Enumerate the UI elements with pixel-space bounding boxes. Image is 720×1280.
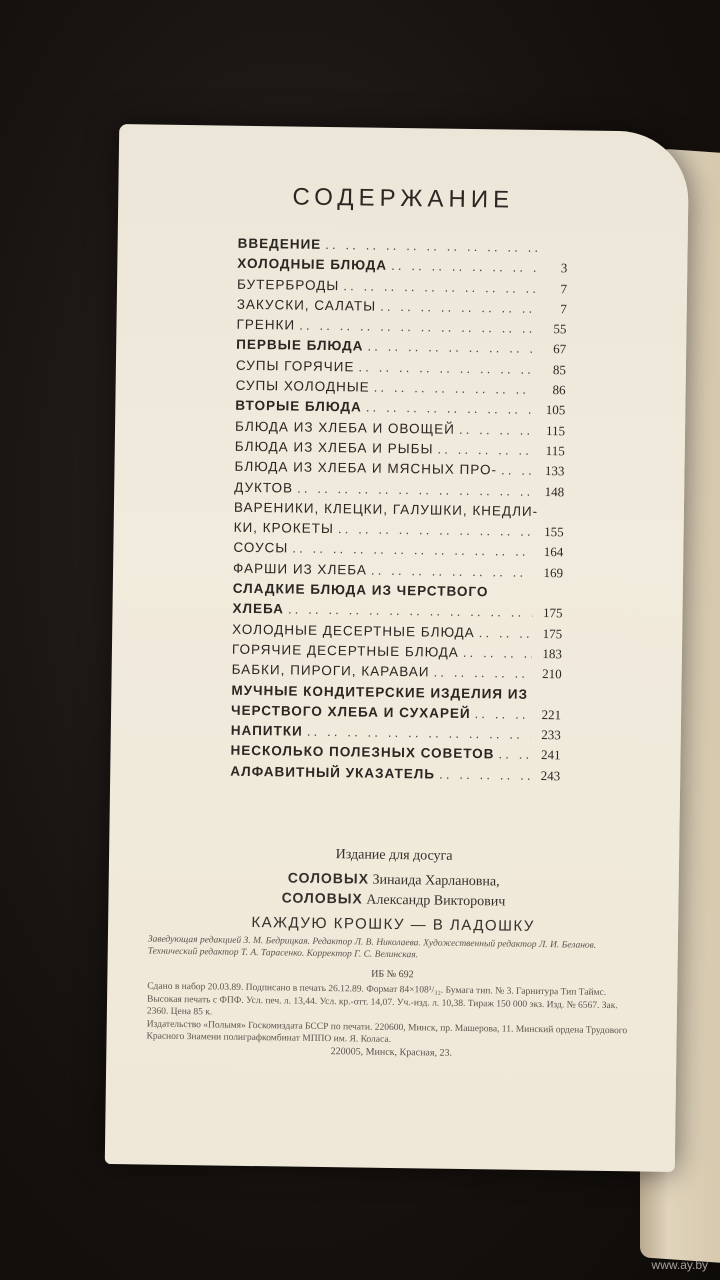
toc-entry-title: ЗАКУСКИ, САЛАТЫ [236, 296, 377, 314]
toc-leader-dots [374, 378, 536, 401]
toc-entry-title: БЛЮДА ИЗ ХЛЕБА И РЫБЫ [234, 438, 434, 457]
author-2-name: Александр Викторович [366, 892, 506, 910]
toc-entry-page: 233 [541, 727, 561, 743]
toc-entry-page: 55 [553, 321, 567, 337]
toc-entry [230, 761, 560, 786]
publisher-text: Издательство «Полымя» Госкомиздата БССР по печати. 220600, Минск, пр. Машерова, 11. Минский ордена Трудового Красного Знамени полиграфкомбинат МППО им. Я. Коласа. [146, 1019, 628, 1045]
toc-entry-title: СЛАДКИЕ БЛЮДА ИЗ ЧЕРСТВОГО [232, 580, 489, 600]
toc-entry-title: СУПЫ ХОЛОДНЫЕ [235, 377, 370, 395]
toc-leader-dots [367, 337, 536, 360]
toc-entry-title: НЕСКОЛЬКО ПОЛЕЗНЫХ СОВЕТОВ [230, 743, 495, 762]
toc-entry-page: 175 [542, 605, 563, 621]
toc-entry-title: ГОРЯЧИЕ ДЕСЕРТНЫЕ БЛЮДА [231, 641, 459, 660]
toc-entry-title: ПЕРВЫЕ БЛЮДА [236, 337, 364, 354]
toc-entry-page: 243 [540, 767, 561, 784]
toc-leader-dots [501, 461, 535, 482]
toc-entry-title: ХЛЕБА [232, 601, 285, 617]
toc-leader-dots [474, 704, 531, 725]
toc-leader-dots [459, 420, 535, 441]
publisher-address: 220005, Минск, Красная, 23. [330, 1045, 453, 1059]
toc-entry-page: 155 [544, 524, 564, 540]
toc-entry-title: МУЧНЫЕ КОНДИТЕРСКИЕ ИЗДЕЛИЯ ИЗ [231, 682, 529, 702]
print-info-text: Сдано в набор 20.03.89. Подписано в печать 26.12.89. Формат 84×108¹/₃₂. Бумага тип. № 3. Гарнитура Тип Таймс. Высокая печать с ФПФ. Усл. печ. л. 13,44. Усл. кр.-отт. 14,07. Уч.-изд. л. 10,38. Тираж 150 000 экз. Изд. № 6567. Зак. 2360. Цена 85 к. [146, 981, 618, 1018]
toc-entry-page: 183 [542, 645, 563, 662]
toc-entry-title: ВАРЕНИКИ, КЛЕЦКИ, ГАЛУШКИ, КНЕДЛИ- [233, 499, 539, 519]
toc-leader-dots [498, 745, 530, 766]
contents-heading: СОДЕРЖАНИЕ [292, 183, 515, 214]
toc-entry-page: 67 [553, 341, 567, 357]
toc-entry-page: 86 [552, 382, 566, 398]
toc-entry-title: СОУСЫ [233, 540, 289, 556]
toc-entry-title: ВТОРЫЕ БЛЮДА [235, 398, 362, 415]
toc-leader-dots [371, 560, 533, 583]
book-title: КАЖДУЮ КРОШКУ — В ЛАДОШКУ [251, 913, 535, 935]
toc-entry-title: БЛЮДА ИЗ ХЛЕБА И ОВОЩЕЙ [234, 418, 456, 437]
author-1-surname: СОЛОВЫХ [287, 869, 370, 887]
toc-entry-title: ВВЕДЕНИЕ [237, 235, 322, 252]
ib-number: ИБ № 692 [371, 968, 414, 981]
toc-entry-page: 148 [544, 483, 565, 499]
toc-entry-page: 115 [545, 422, 566, 438]
toc-entry-title: БАБКИ, ПИРОГИ, КАРАВАИ [231, 661, 430, 680]
toc-entry-page: 221 [541, 706, 562, 723]
toc-entry-title: ХОЛОДНЫЕ БЛЮДА [237, 256, 388, 274]
toc-leader-dots [380, 297, 537, 319]
toc-entry-page: 133 [544, 463, 565, 479]
table-of-contents [230, 234, 568, 787]
toc-entry-title: АЛФАВИТНЫЙ УКАЗАТЕЛЬ [230, 763, 436, 782]
toc-entry-page: 175 [542, 625, 563, 641]
toc-leader-dots [437, 440, 535, 462]
toc-entry-page: 169 [543, 564, 564, 581]
toc-entry-title: ЧЕРСТВОГО ХЛЕБА И СУХАРЕЙ [231, 702, 471, 721]
toc-entry-page: 7 [560, 280, 568, 296]
toc-entry-page: 105 [545, 402, 566, 418]
toc-entry-title: БУТЕРБРОДЫ [236, 276, 340, 293]
toc-entry-page: 115 [545, 443, 565, 459]
edition-note: Издание для досуга [335, 847, 453, 864]
toc-entry-page: 241 [540, 747, 561, 763]
toc-entry-title: ФАРШИ ИЗ ХЛЕБА [232, 560, 368, 578]
toc-entry-page: 164 [543, 544, 564, 560]
toc-leader-dots [439, 764, 530, 786]
credits-text: Заведующая редакцией З. М. Бедрицкая. Редактор Л. В. Николаева. Художественный редактор Л. И. Беланов. Технический редактор Т. А. Тарасенко. Корректор Г. С. Велинская. [147, 934, 597, 961]
toc-entry-title: БЛЮДА ИЗ ХЛЕБА И МЯСНЫХ ПРО- [234, 458, 498, 478]
author-1-name: Зинаида Харлановна, [372, 872, 500, 890]
toc-entry-page: 3 [560, 260, 568, 276]
toc-entry-title: ДУКТОВ [234, 479, 294, 496]
book-page [105, 124, 689, 1172]
author-2-surname: СОЛОВЫХ [281, 889, 363, 907]
toc-leader-dots [358, 357, 536, 380]
toc-leader-dots [463, 643, 532, 664]
toc-entry-title: ГРЕНКИ [236, 316, 296, 333]
toc-entry-title: ХОЛОДНЫЕ ДЕСЕРТНЫЕ БЛЮДА [232, 621, 475, 640]
toc-leader-dots [479, 623, 533, 644]
toc-entry-page: 85 [552, 361, 567, 378]
toc-leader-dots [433, 663, 531, 685]
toc-entry-title: НАПИТКИ [230, 722, 303, 739]
toc-entry-title: СУПЫ ГОРЯЧИЕ [235, 357, 355, 375]
toc-leader-dots [343, 276, 537, 299]
toc-leader-dots [391, 256, 538, 278]
toc-leader-dots [338, 519, 534, 542]
toc-leader-dots [366, 398, 536, 421]
watermark-text: www.ay.by [651, 1258, 708, 1272]
toc-entry-page: 7 [560, 301, 567, 317]
toc-entry-page: 210 [542, 666, 562, 682]
toc-entry-title: КИ, КРОКЕТЫ [233, 519, 334, 537]
imprint-block [146, 845, 639, 1061]
